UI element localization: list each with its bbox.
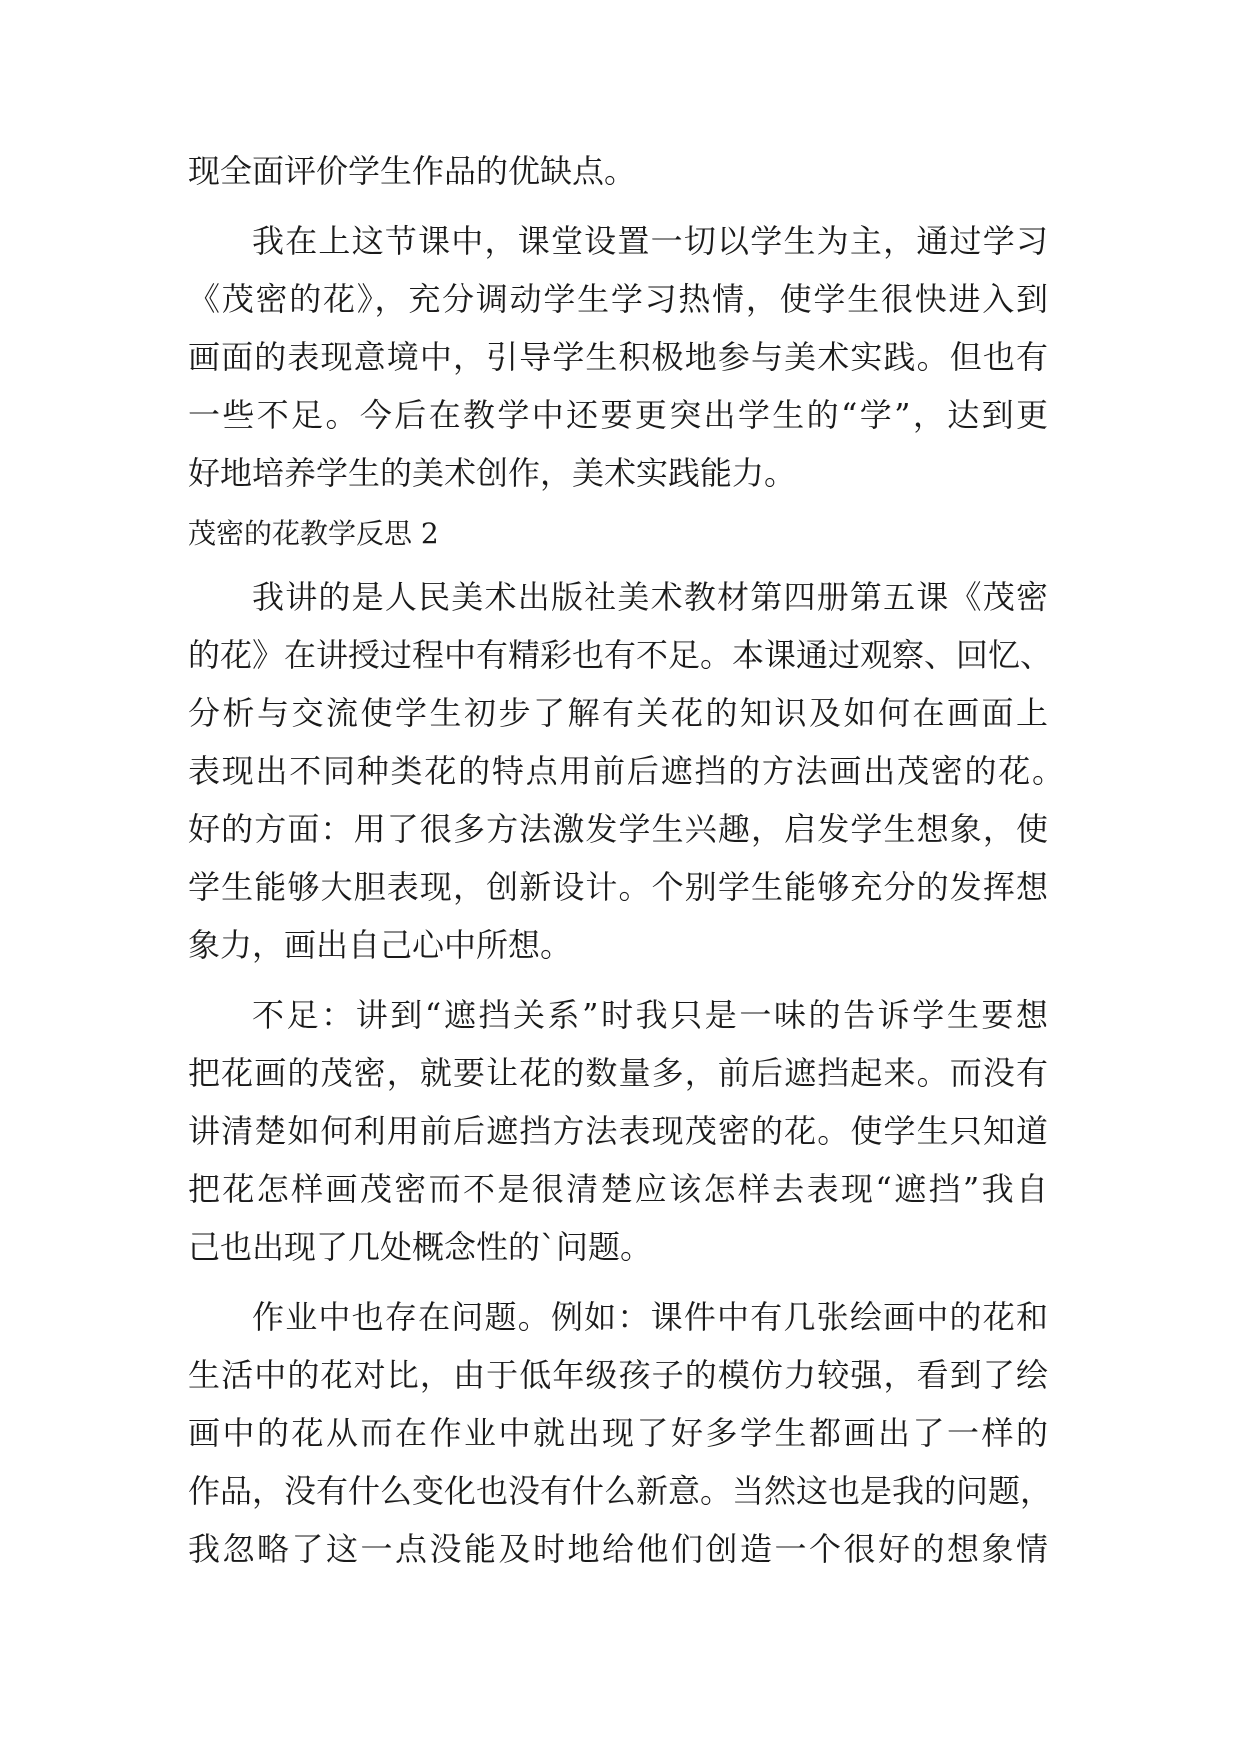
text-line: 学生能够大胆表现，创新设计。个别学生能够充分的发挥想 <box>188 868 1048 906</box>
text-line: 好地培养学生的美术创作，美术实践能力。 <box>188 454 797 492</box>
text-line: 好的方面：用了很多方法激发学生兴趣，启发学生想象，使 <box>188 810 1048 848</box>
text-line: 分析与交流使学生初步了解有关花的知识及如何在画面上 <box>188 694 1048 732</box>
text-line: 己也出现了几处概念性的`问题。 <box>188 1228 653 1266</box>
text-line: 画中的花从而在作业中就出现了好多学生都画出了一样的 <box>188 1414 1048 1452</box>
text-line: 我在上这节课中，课堂设置一切以学生为主，通过学习 <box>252 222 1048 260</box>
text-line: 我讲的是人民美术出版社美术教材第四册第五课《茂密 <box>252 578 1048 616</box>
text-line: 作品，没有什么变化也没有什么新意。当然这也是我的问题， <box>188 1472 1053 1510</box>
text-line: 画面的表现意境中，引导学生积极地参与美术实践。但也有 <box>188 338 1048 376</box>
section-heading: 茂密的花教学反思 2 <box>188 517 439 550</box>
text-line: 《茂密的花》，充分调动学生学习热情，使学生很快进入到 <box>188 280 1048 318</box>
text-line: 表现出不同种类花的特点用前后遮挡的方法画出茂密的花。 <box>188 752 1064 790</box>
text-line: 现全面评价学生作品的优缺点。 <box>188 152 637 190</box>
text-line: 一些不足。今后在教学中还要更突出学生的“学”，达到更 <box>188 396 1048 434</box>
text-line: 把花画的茂密，就要让花的数量多，前后遮挡起来。而没有 <box>188 1054 1048 1092</box>
text-line: 象力，画出自己心中所想。 <box>188 926 573 964</box>
text-line: 生活中的花对比，由于低年级孩子的模仿力较强，看到了绘 <box>188 1356 1048 1394</box>
text-line: 把花怎样画茂密而不是很清楚应该怎样去表现“遮挡”我自 <box>188 1170 1048 1208</box>
text-line: 我忽略了这一点没能及时地给他们创造一个很好的想象情 <box>188 1530 1048 1568</box>
text-line: 不足：讲到“遮挡关系”时我只是一味的告诉学生要想 <box>252 996 1048 1034</box>
text-line: 讲清楚如何利用前后遮挡方法表现茂密的花。使学生只知道 <box>188 1112 1048 1150</box>
text-line: 作业中也存在问题。例如：课件中有几张绘画中的花和 <box>252 1298 1048 1336</box>
text-line: 的花》在讲授过程中有精彩也有不足。本课通过观察、回忆、 <box>188 636 1053 674</box>
